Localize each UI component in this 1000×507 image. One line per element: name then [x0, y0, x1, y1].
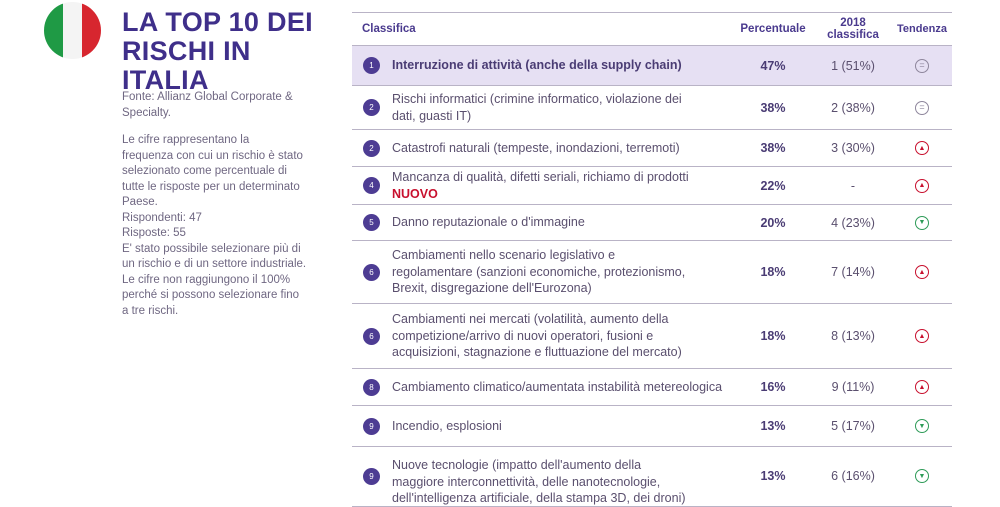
header-2018-ranking: 2018 classifica	[827, 17, 879, 41]
rank-badge: 8	[363, 379, 380, 396]
risk-percentage: 38%	[760, 100, 786, 115]
risk-description	[392, 457, 732, 507]
ranking-2018: 1 (51%)	[831, 58, 875, 73]
description-text	[122, 133, 337, 319]
note-line: perché si possono selezionare fino	[122, 289, 300, 301]
flag-green-band	[44, 2, 63, 59]
risk-ranking-table	[352, 12, 952, 507]
rank-badge: 9	[363, 418, 380, 435]
table-row	[352, 304, 952, 369]
risk-line: Incendio, esplosioni	[392, 418, 502, 433]
ranking-2018: 7 (14%)	[831, 265, 875, 279]
risk-description	[392, 418, 732, 435]
rank-badge: 6	[363, 264, 380, 281]
table-row	[352, 447, 952, 507]
risk-line: Mancanza di qualità, difetti seriali, richiamo di prodotti	[392, 170, 689, 184]
equal-icon: =	[915, 59, 929, 73]
risk-description	[392, 169, 732, 202]
table-header	[352, 12, 952, 46]
ranking-2018: 4 (23%)	[831, 215, 875, 230]
table-row	[352, 205, 952, 241]
risk-percentage: 47%	[760, 58, 786, 73]
arrow-down-icon: ▼	[915, 216, 929, 230]
rank-badge: 4	[363, 177, 380, 194]
arrow-up-icon: ▲	[915, 380, 929, 394]
risk-line: dell'intelligenza artificiale, della stampa 3D, dei droni)	[392, 491, 686, 505]
description-line: Le cifre rappresentano la	[122, 134, 250, 146]
flag-white-band	[63, 2, 82, 59]
risk-description	[392, 140, 732, 157]
risk-percentage: 13%	[760, 419, 786, 433]
risk-line: Danno reputazionale o d'immagine	[392, 215, 585, 230]
header-trend: Tendenza	[897, 23, 947, 35]
table-row	[352, 167, 952, 205]
risk-line: Rischi informatici (crimine informatico, violazione dei	[392, 92, 682, 106]
ranking-2018: 3 (30%)	[831, 141, 875, 155]
risk-line: acquisizioni, stagnazione e fluttuazione del mercato)	[392, 345, 682, 360]
sidebar-notes	[122, 90, 337, 319]
italy-flag-icon	[44, 2, 101, 59]
new-badge: NUOVO	[392, 186, 438, 201]
table-row	[352, 130, 952, 167]
ranking-2018: 2 (38%)	[831, 100, 875, 115]
risk-line: regolamentare (sanzioni economiche, protezionismo,	[392, 264, 686, 279]
rank-badge: 1	[363, 57, 380, 74]
risk-description	[392, 57, 732, 74]
risk-description	[392, 91, 732, 124]
ranking-2018: 5 (17%)	[831, 419, 875, 433]
description-line: Paese.	[122, 196, 158, 208]
risk-percentage: 20%	[760, 215, 786, 230]
arrow-down-icon: ▼	[915, 469, 929, 483]
note-line: a tre rischi.	[122, 304, 179, 317]
ranking-2018: 8 (13%)	[831, 329, 875, 343]
risk-line: Nuove tecnologie (impatto dell'aumento della	[392, 458, 642, 472]
description-line: tutte le risposte per un determinato	[122, 180, 300, 193]
source-text	[122, 90, 337, 121]
risk-description	[392, 214, 732, 231]
table-row	[352, 369, 952, 406]
rank-badge: 9	[363, 468, 380, 485]
risk-line: Catastrofi naturali (tempeste, inondazioni, terremoti)	[392, 140, 680, 155]
arrow-up-icon: ▲	[915, 329, 929, 343]
risk-description	[392, 379, 732, 396]
equal-icon: =	[915, 101, 929, 115]
risk-percentage: 22%	[760, 178, 786, 193]
risk-line: Cambiamenti nello scenario legislativo e	[392, 248, 616, 263]
header-ranking: Classifica	[362, 23, 416, 35]
source-line: Fonte: Allianz Global Corporate &	[122, 91, 293, 103]
risk-line: Interruzione di attività (anche della supply chain)	[392, 58, 682, 73]
table-row	[352, 241, 952, 304]
title-line-1: LA TOP 10 DEI	[122, 7, 313, 37]
risk-line: Cambiamenti nei mercati (volatilità, aumento della	[392, 312, 669, 327]
arrow-up-icon: ▲	[915, 265, 929, 279]
arrow-up-icon: ▲	[915, 179, 929, 193]
risk-line: Cambiamento climatico/aumentata instabilità metereologica	[392, 379, 723, 394]
rank-badge: 5	[363, 214, 380, 231]
risk-line: maggiore interconnettività, delle nanotecnologie,	[392, 474, 661, 489]
table-row	[352, 406, 952, 447]
risk-percentage: 18%	[760, 329, 786, 343]
respondents-count: Rispondenti: 47	[122, 211, 202, 224]
risk-description	[392, 247, 732, 297]
risk-line: dati, guasti IT)	[392, 108, 472, 123]
description-line: selezionato come percentuale di	[122, 165, 287, 177]
note-line: E' stato possibile selezionare più di	[122, 242, 301, 255]
ranking-2018: 6 (16%)	[831, 469, 875, 483]
rank-badge: 6	[363, 328, 380, 345]
risk-line: Brexit, disgregazione dell'Eurozona)	[392, 281, 592, 296]
note-line: Le cifre non raggiungono il 100%	[122, 273, 291, 286]
ranking-2018: -	[850, 178, 856, 193]
ranking-2018: 9 (11%)	[831, 380, 875, 394]
description-line: frequenza con cui un rischio è stato	[122, 149, 303, 162]
page-title	[122, 8, 342, 95]
flag-red-band	[82, 2, 101, 59]
table-row	[352, 86, 952, 130]
risk-percentage: 13%	[760, 469, 786, 483]
source-line: Specialty.	[122, 106, 172, 119]
arrow-up-icon: ▲	[915, 141, 929, 155]
header-percentage: Percentuale	[740, 23, 806, 35]
rank-badge: 2	[363, 99, 380, 116]
risk-percentage: 38%	[760, 141, 786, 155]
title-line-2: RISCHI IN ITALIA	[122, 36, 251, 95]
table-row	[352, 46, 952, 86]
note-line: un rischio e di un settore industriale.	[122, 258, 307, 270]
rank-badge: 2	[363, 140, 380, 157]
risk-description	[392, 311, 732, 361]
answers-count: Risposte: 55	[122, 227, 186, 239]
arrow-down-icon: ▼	[915, 419, 929, 433]
risk-percentage: 16%	[760, 380, 786, 394]
risk-line: competizione/arrivo di nuovi operatori, fusioni e	[392, 328, 654, 343]
risk-percentage: 18%	[760, 265, 786, 279]
